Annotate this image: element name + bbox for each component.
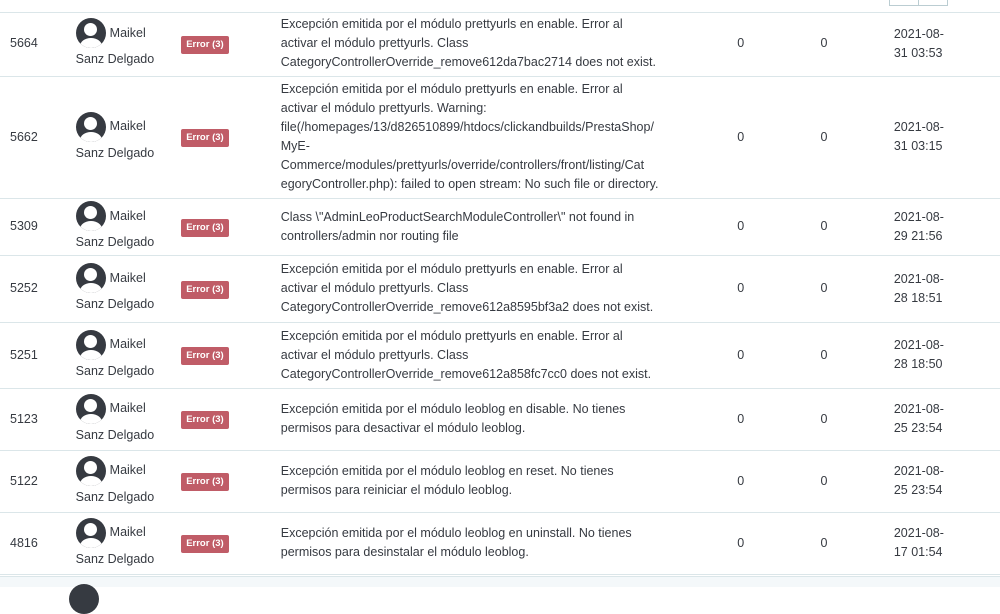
employee-first-name: Maikel	[109, 401, 146, 415]
pagination-next-button[interactable]	[919, 0, 948, 6]
log-date	[889, 12, 1000, 76]
employee-first-name: Maikel	[109, 270, 146, 285]
severity-badge: Error (3)	[181, 129, 228, 147]
log-message	[278, 388, 722, 450]
user-avatar-icon	[69, 584, 99, 614]
log-id: 5252	[0, 255, 67, 322]
employee-first-name: Maikel	[109, 119, 146, 133]
log-message-line: activar el módulo prettyurls. Class	[280, 36, 469, 51]
employee	[67, 201, 173, 252]
severity-badge: Error (3)	[181, 473, 228, 491]
log-date-line: 2021-08-	[893, 120, 944, 134]
employee-last-name: Sanz Delgado	[75, 427, 155, 442]
employee-first-name: Maikel	[109, 208, 146, 223]
error-code: 0	[820, 473, 828, 488]
user-avatar-icon	[76, 263, 106, 293]
error-code: 0	[820, 129, 828, 144]
log-date	[889, 512, 1000, 574]
user-avatar-icon	[76, 112, 106, 142]
severity-badge: Error (3)	[181, 219, 228, 237]
log-date	[889, 388, 1000, 450]
log-date	[889, 255, 1000, 322]
pagination-prev-button[interactable]	[889, 0, 919, 6]
user-avatar-icon	[76, 201, 106, 231]
employee	[67, 18, 173, 69]
log-message-line: activar el módulo prettyurls. Class	[280, 281, 469, 295]
severity-badge: Error (3)	[181, 36, 228, 54]
employee	[67, 456, 173, 507]
employee	[67, 112, 173, 163]
log-message-line: file(/homepages/13/d826510899/htdocs/clickandbuilds/PrestaShop/	[280, 120, 654, 134]
employee-last-name: Sanz Delgado	[75, 145, 155, 160]
log-message-line: Excepción emitida por el módulo leoblog en uninstall. No tienes	[280, 526, 632, 540]
log-message-line: Commerce/modules/prettyurls/override/controllers/front/listing/Cat	[280, 158, 645, 172]
log-date-line: 2021-08-	[893, 271, 944, 286]
log-id: 5251	[0, 322, 67, 388]
object-id: 0	[737, 411, 745, 426]
log-message-line: permisos para desinstalar el módulo leoblog.	[280, 545, 529, 559]
error-code: 0	[820, 347, 828, 362]
table-row[interactable]	[0, 388, 1000, 450]
error-code: 0	[820, 219, 828, 233]
log-id: 5309	[0, 198, 67, 255]
employee-last-name: Sanz Delgado	[75, 235, 155, 249]
log-date-line: 17 01:54	[893, 545, 943, 559]
log-date-line: 2021-08-	[893, 526, 944, 540]
table-row[interactable]	[0, 512, 1000, 574]
employee-last-name: Sanz Delgado	[75, 52, 155, 67]
object-id: 0	[737, 219, 745, 233]
log-date-line: 2021-08-	[893, 402, 944, 416]
log-message	[278, 450, 722, 512]
log-message-line: Excepción emitida por el módulo leoblog en disable. No tienes	[280, 402, 626, 416]
error-code: 0	[820, 281, 828, 295]
employee-last-name: Sanz Delgado	[75, 363, 155, 378]
object-id: 0	[737, 36, 745, 51]
employee-first-name: Maikel	[109, 463, 146, 477]
user-avatar-icon	[76, 18, 106, 48]
employee	[67, 394, 173, 445]
table-row[interactable]	[0, 76, 1000, 198]
object-id: 0	[737, 347, 745, 362]
employee-last-name: Sanz Delgado	[75, 297, 155, 311]
log-id: 5662	[0, 76, 67, 198]
log-message-line: permisos para reiniciar el módulo leoblog.	[280, 483, 513, 497]
log-message-line: controllers/admin nor routing file	[280, 228, 459, 243]
log-date-line: 25 23:54	[893, 421, 943, 435]
log-id: 5122	[0, 450, 67, 512]
log-message-line: CategoryControllerOverride_remove612a8595bf3a2 does not exist.	[280, 300, 654, 314]
user-avatar-icon	[76, 330, 106, 360]
log-message-line: Excepción emitida por el módulo prettyurls en enable. Error al	[280, 328, 623, 343]
table-row[interactable]	[0, 322, 1000, 388]
error-code: 0	[820, 535, 828, 550]
table-row[interactable]	[0, 255, 1000, 322]
employee-last-name: Sanz Delgado	[75, 551, 155, 566]
log-date-line: 25 23:54	[893, 483, 943, 497]
log-date	[889, 198, 1000, 255]
error-code: 0	[820, 36, 828, 51]
employee	[67, 330, 173, 381]
table-row[interactable]	[0, 450, 1000, 512]
employee-first-name: Maikel	[109, 25, 146, 40]
log-message	[278, 76, 722, 198]
log-date-line: 2021-08-	[893, 464, 944, 478]
log-message-line: activar el módulo prettyurls. Class	[280, 347, 469, 362]
log-date-line: 2021-08-	[893, 338, 944, 352]
log-message-line: Excepción emitida por el módulo prettyurls en enable. Error al	[280, 17, 623, 32]
pagination	[889, 0, 948, 6]
log-message	[278, 198, 722, 255]
severity-badge: Error (3)	[181, 281, 228, 299]
log-message-line: CategoryControllerOverride_remove612a858fc7cc0 does not exist.	[280, 366, 652, 381]
log-message	[278, 255, 722, 322]
log-message-line: egoryController.php): failed to open stream: No such file or directory.	[280, 177, 659, 191]
log-date	[889, 76, 1000, 198]
table-row-partial[interactable]	[0, 576, 1000, 587]
log-message-line: Excepción emitida por el módulo prettyurls en enable. Error al	[280, 82, 623, 96]
employee-first-name: Maikel	[109, 525, 146, 539]
logs-table	[0, 12, 1000, 575]
user-avatar-icon	[76, 456, 106, 486]
log-message	[278, 322, 722, 388]
log-message-line: MyE-	[280, 139, 310, 153]
log-message-line: Excepción emitida por el módulo prettyurls en enable. Error al	[280, 262, 623, 276]
object-id: 0	[737, 535, 745, 550]
employee	[67, 518, 173, 569]
log-message-line: Class \"AdminLeoProductSearchModuleController\" not found in	[280, 209, 635, 224]
log-date-line: 28 18:50	[893, 357, 943, 371]
employee-last-name: Sanz Delgado	[75, 489, 155, 504]
log-id: 5123	[0, 388, 67, 450]
log-id: 4816	[0, 512, 67, 574]
log-message	[278, 12, 722, 76]
log-date-line: 2021-08-	[893, 209, 944, 224]
user-avatar-icon	[76, 518, 106, 548]
log-message-line: Excepción emitida por el módulo leoblog en reset. No tienes	[280, 464, 614, 478]
log-date-line: 2021-08-	[893, 26, 944, 41]
log-message	[278, 512, 722, 574]
log-message-line: activar el módulo prettyurls. Warning:	[280, 101, 487, 115]
severity-badge: Error (3)	[181, 411, 228, 429]
log-date-line: 31 03:53	[893, 45, 943, 60]
severity-badge: Error (3)	[181, 535, 228, 553]
error-code: 0	[820, 411, 828, 426]
object-id: 0	[737, 129, 745, 144]
log-date-line: 28 18:51	[893, 290, 943, 305]
table-row[interactable]	[0, 198, 1000, 255]
object-id: 0	[737, 281, 745, 295]
log-date-line: 29 21:56	[893, 228, 943, 243]
employee-first-name: Maikel	[109, 337, 146, 351]
log-date-line: 31 03:15	[893, 139, 943, 153]
log-date	[889, 450, 1000, 512]
log-date	[889, 322, 1000, 388]
table-row[interactable]	[0, 12, 1000, 76]
object-id: 0	[737, 473, 745, 488]
log-message-line: CategoryControllerOverride_remove612da7bac2714 does not exist.	[280, 55, 656, 70]
employee	[67, 263, 173, 314]
severity-badge: Error (3)	[181, 347, 228, 365]
log-id: 5664	[0, 12, 67, 76]
log-message-line: permisos para desactivar el módulo leoblog.	[280, 421, 526, 435]
user-avatar-icon	[76, 394, 106, 424]
